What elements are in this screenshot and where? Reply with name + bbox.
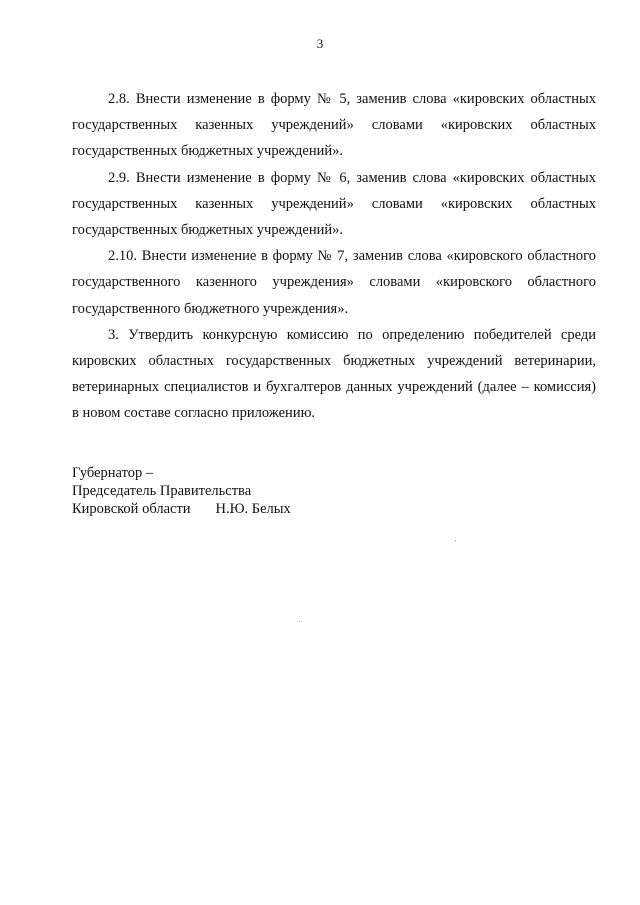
signature-title-governor: Губернатор – [72,465,154,481]
paragraph-2-10: 2.10. Внести изменение в форму № 7, заменив слова «кировского областного государственного казенного учреждения» словами «кировского областного государственного бюджетного учреждения». [72,248,596,317]
paragraph-3: 3. Утвердить конкурсную комиссию по определению победителей среди кировских областных государственных бюджетных учреждений ветеринарии, ветеринарных специалистов и бухгалтеров данных учреждений (далее – комиссия) в новом составе согласно приложению. [72,326,596,422]
signature-block [72,464,291,518]
signature-name: Н.Ю. Белых [215,501,291,517]
document-body [72,86,596,427]
signature-region-line [72,500,291,518]
paragraph-2-8: 2.8. Внести изменение в форму № 5, заменив слова «кировских областных государственных казенных учреждений» словами «кировских областных государственных бюджетных учреждений». [72,91,596,160]
page-number: 3 [316,36,324,51]
scan-speck [299,621,300,622]
paragraph-2-9: 2.9. Внести изменение в форму № 6, заменив слова «кировских областных государственных казенных учреждений» словами «кировских областных государственных бюджетных учреждений». [72,169,596,239]
signature-region: Кировской области [72,501,191,517]
scan-speck [455,540,456,541]
signature-title-chairman: Председатель Правительства [72,483,252,499]
